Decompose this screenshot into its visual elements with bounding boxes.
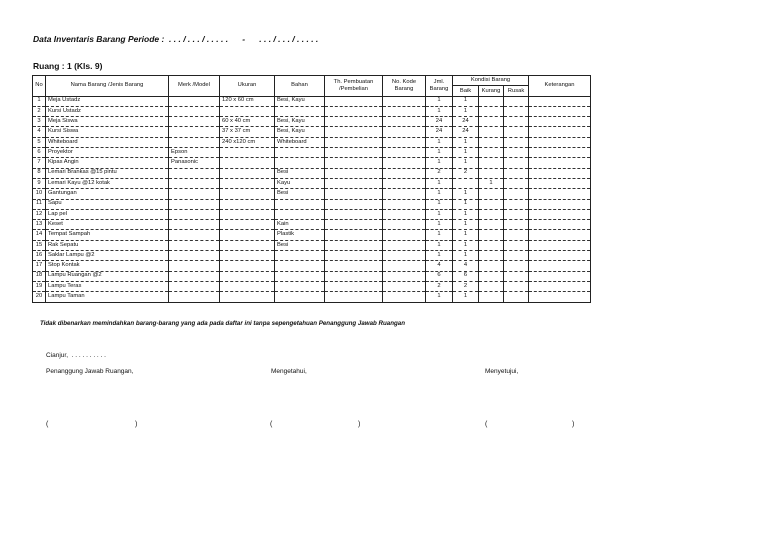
signature-paren-close: ) (572, 421, 575, 428)
cell-tahun (325, 261, 383, 271)
cell-merk (169, 96, 220, 106)
cell-nama: Lemari Kayu @12 kotak (46, 178, 169, 188)
table-row (33, 281, 591, 291)
signature-paren-close: ) (135, 421, 138, 428)
cell-ukuran: 120 x 60 cm (220, 96, 275, 106)
cell-kode (383, 230, 426, 240)
cell-ukuran (220, 209, 275, 219)
cell-bahan: Besi, Kayu (275, 127, 325, 137)
notice-text: Tidak dibenarkan memindahkan barang-barang yang ada pada daftar ini tanpa sepengetahuan Penanggung Jawab Ruangan (40, 320, 406, 327)
cell-rusak (504, 251, 529, 261)
table-row (33, 127, 591, 137)
cell-nama: Sapu (46, 199, 169, 209)
cell-keterangan (529, 261, 591, 271)
col-no: No (33, 76, 46, 97)
cell-merk (169, 281, 220, 291)
cell-merk (169, 137, 220, 147)
cell-ukuran (220, 240, 275, 250)
cell-tahun (325, 220, 383, 230)
cell-jml: 6 (426, 271, 453, 281)
cell-kurang (479, 158, 504, 168)
cell-rusak (504, 117, 529, 127)
cell-baik: 24 (453, 127, 479, 137)
cell-tahun (325, 137, 383, 147)
table-row (33, 209, 591, 219)
cell-nama: Kursi Ustadz (46, 106, 169, 116)
cell-kurang (479, 189, 504, 199)
cell-ukuran (220, 148, 275, 158)
signature-responsible-label: Penanggung Jawab Ruangan, (46, 368, 134, 375)
cell-kode (383, 271, 426, 281)
cell-bahan (275, 199, 325, 209)
cell-jml: 1 (426, 96, 453, 106)
table-row (33, 137, 591, 147)
cell-tahun (325, 178, 383, 188)
cell-keterangan (529, 178, 591, 188)
cell-bahan: Besi (275, 240, 325, 250)
cell-kurang (479, 271, 504, 281)
cell-keterangan (529, 240, 591, 250)
cell-kurang: 1 (479, 178, 504, 188)
table-row (33, 178, 591, 188)
table-row (33, 189, 591, 199)
cell-rusak (504, 281, 529, 291)
table-row (33, 96, 591, 106)
cell-keterangan (529, 281, 591, 291)
cell-no: 6 (33, 148, 46, 158)
cell-tahun (325, 117, 383, 127)
cell-nama: Meja Ustadz (46, 96, 169, 106)
col-bahan: Bahan (275, 76, 325, 97)
table-body (33, 96, 591, 302)
cell-no: 12 (33, 209, 46, 219)
cell-kurang (479, 199, 504, 209)
col-merk: Merk /Model (169, 76, 220, 97)
cell-baik: 2 (453, 168, 479, 178)
cell-merk (169, 168, 220, 178)
cell-kurang (479, 148, 504, 158)
cell-merk (169, 230, 220, 240)
cell-nama: Lampu Taman (46, 292, 169, 302)
cell-kurang (479, 137, 504, 147)
cell-tahun (325, 292, 383, 302)
cell-keterangan (529, 292, 591, 302)
cell-ukuran (220, 168, 275, 178)
cell-jml: 1 (426, 178, 453, 188)
cell-bahan (275, 158, 325, 168)
cell-no: 7 (33, 158, 46, 168)
cell-ukuran (220, 220, 275, 230)
cell-bahan: Besi, Kayu (275, 117, 325, 127)
cell-nama: Lap pel (46, 209, 169, 219)
cell-bahan (275, 261, 325, 271)
signature-paren-close: ) (358, 421, 361, 428)
cell-nama: Rak Sepatu (46, 240, 169, 250)
cell-kode (383, 220, 426, 230)
cell-merk (169, 209, 220, 219)
cell-kurang (479, 168, 504, 178)
cell-rusak (504, 127, 529, 137)
cell-kurang (479, 230, 504, 240)
cell-jml: 1 (426, 189, 453, 199)
cell-no: 14 (33, 230, 46, 240)
cell-nama: Lemari Brankas @15 pintu (46, 168, 169, 178)
cell-no: 9 (33, 178, 46, 188)
cell-kurang (479, 127, 504, 137)
cell-rusak (504, 271, 529, 281)
cell-keterangan (529, 230, 591, 240)
cell-no: 3 (33, 117, 46, 127)
cell-ukuran: 37 x 37 cm (220, 127, 275, 137)
table-row (33, 271, 591, 281)
cell-kode (383, 168, 426, 178)
cell-rusak (504, 158, 529, 168)
place-date: Cianjur, . . . . . . . . . . (46, 352, 106, 359)
cell-ukuran (220, 178, 275, 188)
cell-tahun (325, 251, 383, 261)
cell-bahan: Besi, Kayu (275, 96, 325, 106)
cell-baik: 1 (453, 292, 479, 302)
cell-merk (169, 261, 220, 271)
cell-rusak (504, 209, 529, 219)
table-row (33, 199, 591, 209)
cell-keterangan (529, 168, 591, 178)
cell-keterangan (529, 117, 591, 127)
signature-paren-open: ( (46, 421, 49, 428)
cell-no: 10 (33, 189, 46, 199)
cell-baik: 1 (453, 220, 479, 230)
cell-kode (383, 127, 426, 137)
cell-bahan (275, 292, 325, 302)
cell-baik: 1 (453, 106, 479, 116)
cell-jml: 1 (426, 240, 453, 250)
cell-merk: Panasonic (169, 158, 220, 168)
cell-rusak (504, 137, 529, 147)
cell-tahun (325, 230, 383, 240)
cell-merk (169, 271, 220, 281)
cell-kurang (479, 281, 504, 291)
cell-nama: Stop Kontak (46, 261, 169, 271)
cell-kode (383, 158, 426, 168)
cell-no: 16 (33, 251, 46, 261)
cell-tahun (325, 281, 383, 291)
cell-kurang (479, 96, 504, 106)
cell-no: 13 (33, 220, 46, 230)
cell-tahun (325, 189, 383, 199)
cell-bahan (275, 281, 325, 291)
cell-bahan: Kain (275, 220, 325, 230)
cell-kode (383, 106, 426, 116)
cell-tahun (325, 158, 383, 168)
cell-kode (383, 148, 426, 158)
cell-rusak (504, 178, 529, 188)
cell-jml: 24 (426, 117, 453, 127)
cell-bahan (275, 148, 325, 158)
cell-jml: 1 (426, 209, 453, 219)
cell-no: 19 (33, 281, 46, 291)
cell-merk: Epson (169, 148, 220, 158)
cell-baik: 6 (453, 271, 479, 281)
cell-jml: 1 (426, 251, 453, 261)
cell-kode (383, 178, 426, 188)
cell-keterangan (529, 209, 591, 219)
cell-nama: Whiteboard (46, 137, 169, 147)
table-row (33, 106, 591, 116)
cell-no: 11 (33, 199, 46, 209)
cell-rusak (504, 189, 529, 199)
cell-baik: 1 (453, 251, 479, 261)
cell-tahun (325, 96, 383, 106)
cell-ukuran: 240 x120 cm (220, 137, 275, 147)
cell-kode (383, 292, 426, 302)
cell-bahan (275, 209, 325, 219)
cell-kurang (479, 240, 504, 250)
table-row (33, 251, 591, 261)
cell-kode (383, 96, 426, 106)
cell-merk (169, 220, 220, 230)
cell-keterangan (529, 127, 591, 137)
col-baik: Baik (453, 86, 479, 96)
cell-nama: Tempat Sampah (46, 230, 169, 240)
cell-kurang (479, 209, 504, 219)
cell-kurang (479, 106, 504, 116)
cell-tahun (325, 127, 383, 137)
cell-jml: 1 (426, 199, 453, 209)
cell-ukuran (220, 251, 275, 261)
cell-keterangan (529, 251, 591, 261)
cell-bahan (275, 106, 325, 116)
cell-no: 15 (33, 240, 46, 250)
cell-rusak (504, 230, 529, 240)
cell-merk (169, 178, 220, 188)
cell-nama: Gantungan (46, 189, 169, 199)
cell-bahan (275, 271, 325, 281)
cell-kode (383, 137, 426, 147)
cell-tahun (325, 240, 383, 250)
cell-kode (383, 261, 426, 271)
cell-merk (169, 117, 220, 127)
signature-paren-open: ( (485, 421, 488, 428)
table-row (33, 148, 591, 158)
cell-baik: 1 (453, 199, 479, 209)
cell-rusak (504, 168, 529, 178)
cell-keterangan (529, 199, 591, 209)
cell-jml: 1 (426, 158, 453, 168)
cell-no: 17 (33, 261, 46, 271)
cell-baik: 4 (453, 261, 479, 271)
cell-no: 1 (33, 96, 46, 106)
cell-merk (169, 251, 220, 261)
cell-tahun (325, 148, 383, 158)
cell-bahan: Whiteboard (275, 137, 325, 147)
cell-merk (169, 292, 220, 302)
cell-rusak (504, 292, 529, 302)
cell-merk (169, 240, 220, 250)
cell-baik (453, 178, 479, 188)
cell-ukuran (220, 292, 275, 302)
inventory-table (32, 75, 591, 303)
cell-baik: 24 (453, 117, 479, 127)
cell-ukuran (220, 271, 275, 281)
cell-no: 5 (33, 137, 46, 147)
table-row (33, 230, 591, 240)
cell-bahan: Besi (275, 189, 325, 199)
cell-jml: 1 (426, 106, 453, 116)
cell-jml: 2 (426, 281, 453, 291)
col-jml: Jml. Barang (426, 76, 453, 97)
cell-ukuran (220, 230, 275, 240)
cell-baik: 1 (453, 96, 479, 106)
table-header (33, 76, 591, 97)
room-label: Ruang : 1 (Kls. 9) (33, 61, 103, 71)
cell-no: 2 (33, 106, 46, 116)
cell-keterangan (529, 220, 591, 230)
cell-nama: Kipas Angin (46, 158, 169, 168)
col-rusak: Rusak (504, 86, 529, 96)
table-row (33, 261, 591, 271)
cell-kode (383, 251, 426, 261)
cell-kode (383, 189, 426, 199)
cell-nama: Keset (46, 220, 169, 230)
cell-baik: 1 (453, 230, 479, 240)
cell-nama: Meja Siswa (46, 117, 169, 127)
col-tahun: Th. Pembuatan /Pembelian (325, 76, 383, 97)
signature-approved-label: Menyetujui, (485, 368, 519, 375)
cell-rusak (504, 261, 529, 271)
cell-baik: 1 (453, 189, 479, 199)
signature-paren-open: ( (270, 421, 273, 428)
cell-kurang (479, 220, 504, 230)
cell-rusak (504, 96, 529, 106)
cell-rusak (504, 148, 529, 158)
cell-merk (169, 199, 220, 209)
cell-tahun (325, 199, 383, 209)
col-kondisi: Kondisi Barang (453, 76, 529, 86)
cell-bahan (275, 251, 325, 261)
cell-bahan: Besi (275, 168, 325, 178)
cell-jml: 1 (426, 220, 453, 230)
cell-bahan: Kayu (275, 178, 325, 188)
cell-baik: 1 (453, 158, 479, 168)
cell-rusak (504, 106, 529, 116)
cell-merk (169, 106, 220, 116)
col-nama: Nama Barang /Jenis Barang (46, 76, 169, 97)
cell-kode (383, 117, 426, 127)
cell-baik: 1 (453, 137, 479, 147)
cell-ukuran (220, 281, 275, 291)
cell-no: 20 (33, 292, 46, 302)
table-row (33, 240, 591, 250)
cell-ukuran (220, 199, 275, 209)
cell-keterangan (529, 271, 591, 281)
cell-merk (169, 189, 220, 199)
cell-rusak (504, 199, 529, 209)
cell-nama: Lampu Teras (46, 281, 169, 291)
cell-jml: 1 (426, 148, 453, 158)
table-row (33, 168, 591, 178)
cell-jml: 24 (426, 127, 453, 137)
cell-jml: 1 (426, 292, 453, 302)
cell-no: 18 (33, 271, 46, 281)
cell-tahun (325, 168, 383, 178)
cell-jml: 2 (426, 168, 453, 178)
cell-nama: Proyektor (46, 148, 169, 158)
cell-kode (383, 281, 426, 291)
cell-tahun (325, 209, 383, 219)
cell-ukuran (220, 189, 275, 199)
col-kode: No. Kode Barang (383, 76, 426, 97)
cell-ukuran (220, 158, 275, 168)
cell-rusak (504, 220, 529, 230)
table-row (33, 220, 591, 230)
cell-kode (383, 240, 426, 250)
cell-kurang (479, 251, 504, 261)
cell-jml: 1 (426, 230, 453, 240)
cell-jml: 4 (426, 261, 453, 271)
cell-kode (383, 209, 426, 219)
cell-baik: 1 (453, 240, 479, 250)
cell-nama: Kursi Siswa (46, 127, 169, 137)
cell-jml: 1 (426, 137, 453, 147)
table-row (33, 158, 591, 168)
cell-nama: Saklar Lampu @2 (46, 251, 169, 261)
cell-tahun (325, 271, 383, 281)
cell-kurang (479, 292, 504, 302)
col-kurang: Kurang (479, 86, 504, 96)
cell-rusak (504, 240, 529, 250)
cell-no: 8 (33, 168, 46, 178)
cell-keterangan (529, 96, 591, 106)
cell-kode (383, 199, 426, 209)
cell-tahun (325, 106, 383, 116)
cell-keterangan (529, 106, 591, 116)
signature-acknowledged-label: Mengetahui, (271, 368, 307, 375)
cell-keterangan (529, 189, 591, 199)
cell-ukuran: 60 x 40 cm (220, 117, 275, 127)
cell-merk (169, 127, 220, 137)
cell-nama: Lampu Ruangan @2 (46, 271, 169, 281)
col-ukuran: Ukuran (220, 76, 275, 97)
cell-no: 4 (33, 127, 46, 137)
cell-baik: 2 (453, 281, 479, 291)
cell-baik: 1 (453, 209, 479, 219)
cell-keterangan (529, 148, 591, 158)
cell-ukuran (220, 261, 275, 271)
cell-baik: 1 (453, 148, 479, 158)
cell-kurang (479, 117, 504, 127)
cell-ukuran (220, 106, 275, 116)
table-row (33, 292, 591, 302)
document-title: Data Inventaris Barang Periode : . . . / . . . / . . . . . - . . . / . . . / . . . . . (33, 34, 319, 44)
col-keterangan: Keterangan (529, 76, 591, 97)
cell-keterangan (529, 137, 591, 147)
cell-keterangan (529, 158, 591, 168)
cell-kurang (479, 261, 504, 271)
cell-bahan: Plastik (275, 230, 325, 240)
table-row (33, 117, 591, 127)
